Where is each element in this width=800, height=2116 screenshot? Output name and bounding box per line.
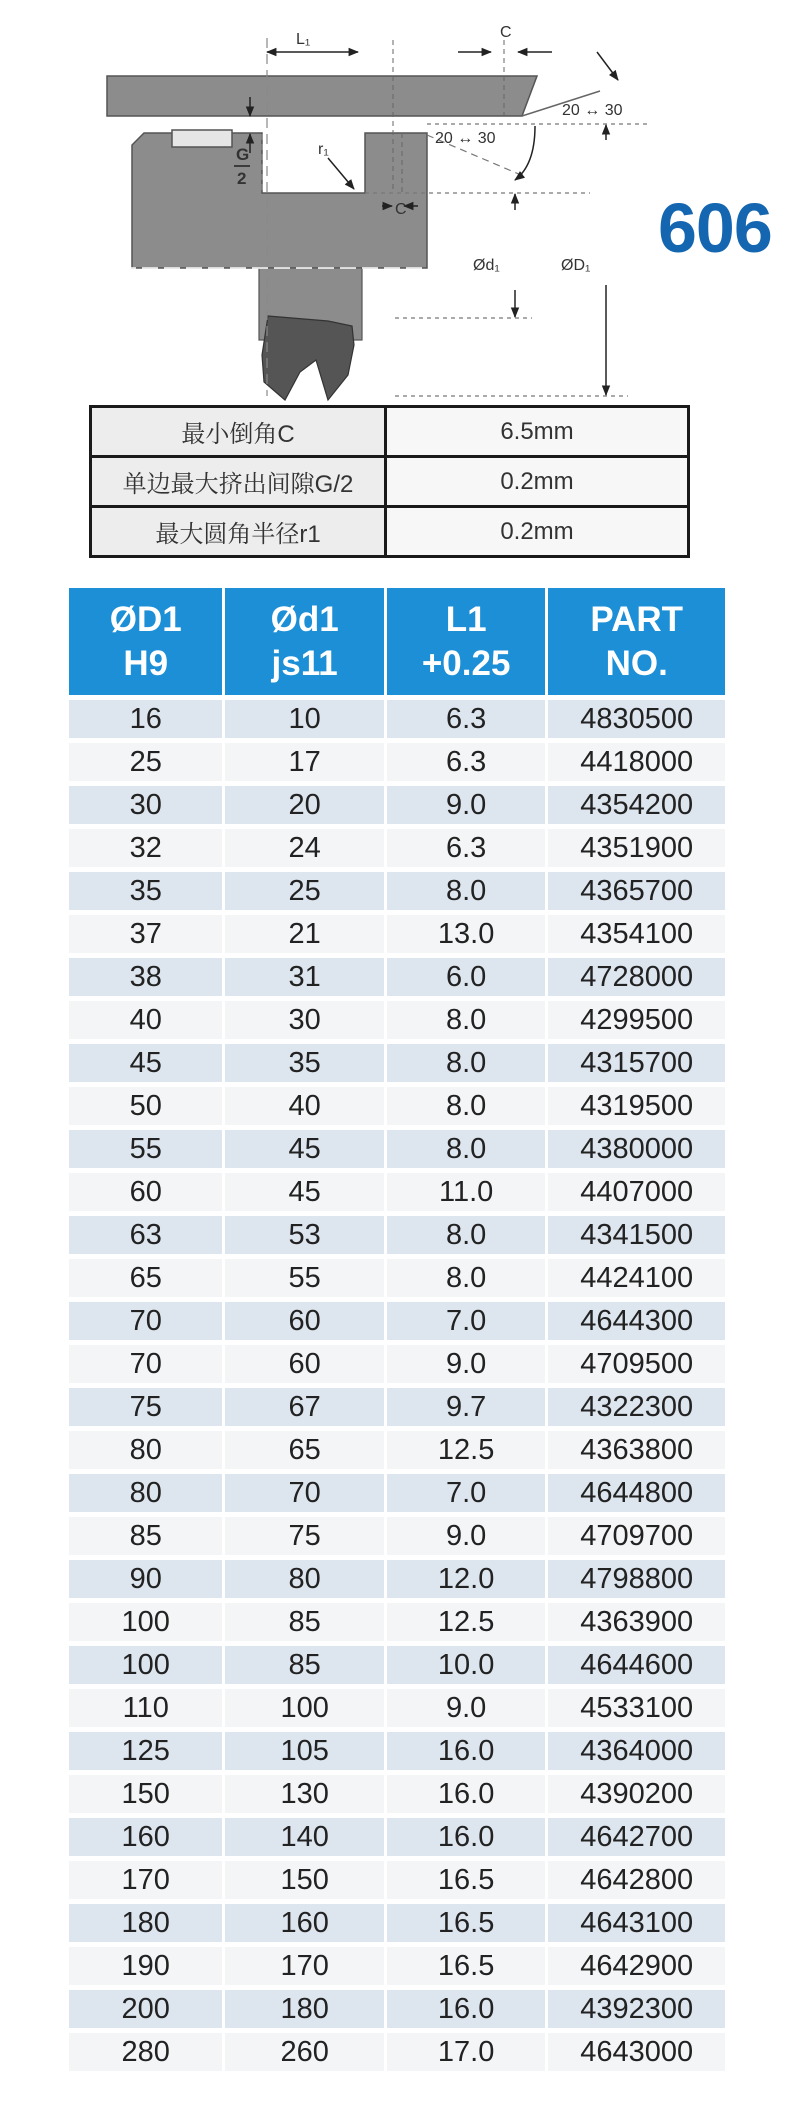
cell-l1: 16.0	[387, 1990, 545, 2028]
cell-id1: 25	[225, 872, 383, 910]
spec-value: 0.2mm	[386, 457, 689, 507]
cell-l1: 16.0	[387, 1818, 545, 1856]
cell-od1: 80	[69, 1474, 222, 1512]
cell-od1: 280	[69, 2033, 222, 2071]
cell-l1: 13.0	[387, 915, 545, 953]
cell-id1: 30	[225, 1001, 383, 1039]
cell-od1: 30	[69, 786, 222, 824]
table-row	[69, 915, 725, 953]
table-row	[69, 1474, 725, 1512]
cell-part-no: 4363900	[548, 1603, 725, 1641]
header-id1	[225, 588, 383, 695]
housing-notch	[172, 130, 232, 147]
header-line1: ØD1	[109, 599, 182, 639]
cell-id1: 130	[225, 1775, 383, 1813]
cell-od1: 90	[69, 1560, 222, 1598]
cell-l1: 12.5	[387, 1603, 545, 1641]
cell-id1: 60	[225, 1345, 383, 1383]
table-row	[69, 1130, 725, 1168]
table-row	[69, 743, 725, 781]
cell-od1: 35	[69, 872, 222, 910]
cell-part-no: 4299500	[548, 1001, 725, 1039]
chamfer-angle-bottom-label: 20 ↔ 30	[435, 130, 496, 147]
cell-l1: 6.3	[387, 829, 545, 867]
cell-l1: 16.5	[387, 1947, 545, 1985]
cell-l1: 8.0	[387, 1087, 545, 1125]
cell-l1: 8.0	[387, 1044, 545, 1082]
spec-value: 0.2mm	[386, 507, 689, 557]
cell-l1: 7.0	[387, 1302, 545, 1340]
housing-shape	[132, 133, 427, 268]
table-row	[69, 1001, 725, 1039]
cell-od1: 85	[69, 1517, 222, 1555]
cell-id1: 45	[225, 1130, 383, 1168]
cell-part-no: 4341500	[548, 1216, 725, 1254]
table-row	[69, 1560, 725, 1598]
cell-id1: 150	[225, 1861, 383, 1899]
table-row	[69, 1173, 725, 1211]
spec-row	[91, 407, 689, 457]
cell-id1: 17	[225, 743, 383, 781]
header-line2: H9	[123, 643, 169, 683]
table-row	[69, 1087, 725, 1125]
cell-id1: 85	[225, 1603, 383, 1641]
cell-part-no: 4365700	[548, 872, 725, 910]
cell-id1: 140	[225, 1818, 383, 1856]
cell-l1: 9.0	[387, 1517, 545, 1555]
cell-id1: 100	[225, 1689, 383, 1727]
table-row	[69, 1646, 725, 1684]
spec-label: 最小倒角C	[91, 407, 386, 457]
cell-part-no: 4533100	[548, 1689, 725, 1727]
seal-lip	[262, 316, 354, 400]
g2-numerator: G	[236, 145, 250, 164]
cell-id1: 20	[225, 786, 383, 824]
spec-row	[91, 507, 689, 557]
header-od1	[69, 588, 222, 695]
cell-l1: 16.5	[387, 1861, 545, 1899]
cell-l1: 17.0	[387, 2033, 545, 2071]
cell-id1: 45	[225, 1173, 383, 1211]
cell-part-no: 4424100	[548, 1259, 725, 1297]
cell-part-no: 4351900	[548, 829, 725, 867]
chamfer-angle-top-label: 20 ↔ 30	[562, 102, 623, 119]
table-row	[69, 1732, 725, 1770]
header-l1	[387, 588, 545, 695]
cell-l1: 9.0	[387, 1345, 545, 1383]
cell-id1: 70	[225, 1474, 383, 1512]
cell-od1: 50	[69, 1087, 222, 1125]
cell-part-no: 4798800	[548, 1560, 725, 1598]
cell-l1: 8.0	[387, 1259, 545, 1297]
spec-label: 最大圆角半径r1	[91, 507, 386, 557]
table-row	[69, 1388, 725, 1426]
cell-part-no: 4644300	[548, 1302, 725, 1340]
header-line2: js11	[271, 643, 338, 683]
table-row	[69, 2033, 725, 2071]
table-row	[69, 786, 725, 824]
cell-id1: 65	[225, 1431, 383, 1469]
cell-od1: 100	[69, 1603, 222, 1641]
cell-l1: 11.0	[387, 1173, 545, 1211]
table-row	[69, 1689, 725, 1727]
leader-line	[597, 52, 618, 80]
table-header-row	[69, 588, 725, 695]
cell-part-no: 4642900	[548, 1947, 725, 1985]
cell-part-no: 4354100	[548, 915, 725, 953]
cell-part-no: 4319500	[548, 1087, 725, 1125]
cell-part-no: 4392300	[548, 1990, 725, 2028]
cell-id1: 260	[225, 2033, 383, 2071]
cell-l1: 7.0	[387, 1474, 545, 1512]
cell-id1: 53	[225, 1216, 383, 1254]
table-row	[69, 1947, 725, 1985]
cell-part-no: 4390200	[548, 1775, 725, 1813]
cell-id1: 35	[225, 1044, 383, 1082]
cell-od1: 70	[69, 1302, 222, 1340]
cell-id1: 21	[225, 915, 383, 953]
c-top-label: C	[500, 24, 512, 41]
cell-id1: 75	[225, 1517, 383, 1555]
cell-part-no: 4644600	[548, 1646, 725, 1684]
cell-part-no: 4642800	[548, 1861, 725, 1899]
header-part-no	[548, 588, 725, 695]
l1-label: L₁	[296, 31, 311, 48]
cell-part-no: 4315700	[548, 1044, 725, 1082]
cell-l1: 8.0	[387, 872, 545, 910]
cell-part-no: 4380000	[548, 1130, 725, 1168]
spec-row	[91, 457, 689, 507]
cell-id1: 31	[225, 958, 383, 996]
cell-od1: 160	[69, 1818, 222, 1856]
cell-part-no: 4643100	[548, 1904, 725, 1942]
cell-id1: 170	[225, 1947, 383, 1985]
cell-id1: 160	[225, 1904, 383, 1942]
d1-label: Ød₁	[473, 257, 500, 274]
spec-label: 单边最大挤出间隙G/2	[91, 457, 386, 507]
cell-od1: 16	[69, 700, 222, 738]
cell-od1: 40	[69, 1001, 222, 1039]
cell-part-no: 4407000	[548, 1173, 725, 1211]
cell-l1: 12.0	[387, 1560, 545, 1598]
cell-id1: 67	[225, 1388, 383, 1426]
cell-od1: 32	[69, 829, 222, 867]
cell-od1: 125	[69, 1732, 222, 1770]
spec-value: 6.5mm	[386, 407, 689, 457]
cell-part-no: 4643000	[548, 2033, 725, 2071]
cell-id1: 80	[225, 1560, 383, 1598]
cell-od1: 80	[69, 1431, 222, 1469]
cell-id1: 85	[225, 1646, 383, 1684]
cell-id1: 180	[225, 1990, 383, 2028]
cell-part-no: 4642700	[548, 1818, 725, 1856]
cell-od1: 150	[69, 1775, 222, 1813]
cell-od1: 70	[69, 1345, 222, 1383]
cell-part-no: 4830500	[548, 700, 725, 738]
header-line1: L1	[445, 599, 487, 639]
cell-id1: 10	[225, 700, 383, 738]
table-row	[69, 1818, 725, 1856]
cell-od1: 170	[69, 1861, 222, 1899]
cell-od1: 75	[69, 1388, 222, 1426]
cell-od1: 55	[69, 1130, 222, 1168]
table-row	[69, 1990, 725, 2028]
cell-od1: 37	[69, 915, 222, 953]
cell-l1: 9.0	[387, 786, 545, 824]
spec-table	[89, 405, 690, 558]
cell-od1: 100	[69, 1646, 222, 1684]
table-row	[69, 1302, 725, 1340]
g2-denominator: 2	[237, 169, 247, 188]
c-groove-label: C	[395, 201, 407, 218]
cell-part-no: 4363800	[548, 1431, 725, 1469]
cell-l1: 16.0	[387, 1732, 545, 1770]
cell-id1: 60	[225, 1302, 383, 1340]
table-row	[69, 1259, 725, 1297]
cell-l1: 6.3	[387, 700, 545, 738]
cell-od1: 200	[69, 1990, 222, 2028]
cell-l1: 6.3	[387, 743, 545, 781]
table-row	[69, 1517, 725, 1555]
cell-l1: 9.7	[387, 1388, 545, 1426]
cell-l1: 8.0	[387, 1001, 545, 1039]
cell-id1: 105	[225, 1732, 383, 1770]
cell-od1: 25	[69, 743, 222, 781]
cell-l1: 16.0	[387, 1775, 545, 1813]
cell-part-no: 4709700	[548, 1517, 725, 1555]
D1-label: ØD₁	[561, 257, 591, 274]
cell-l1: 8.0	[387, 1216, 545, 1254]
table-row	[69, 1861, 725, 1899]
r1-label: r₁	[318, 141, 329, 158]
cell-od1: 110	[69, 1689, 222, 1727]
table-row	[69, 829, 725, 867]
cell-od1: 45	[69, 1044, 222, 1082]
cell-od1: 38	[69, 958, 222, 996]
dimensions-table	[66, 583, 728, 2076]
cell-id1: 24	[225, 829, 383, 867]
cell-od1: 180	[69, 1904, 222, 1942]
table-row	[69, 1431, 725, 1469]
cell-od1: 63	[69, 1216, 222, 1254]
cell-od1: 60	[69, 1173, 222, 1211]
model-number: 606	[658, 189, 772, 267]
table-body	[69, 700, 725, 2071]
table-row	[69, 1216, 725, 1254]
header-line2: NO.	[605, 643, 668, 683]
cell-l1: 10.0	[387, 1646, 545, 1684]
cell-od1: 65	[69, 1259, 222, 1297]
table-row	[69, 1775, 725, 1813]
rod-shape	[107, 76, 537, 116]
cell-l1: 12.5	[387, 1431, 545, 1469]
table-row	[69, 1345, 725, 1383]
cell-part-no: 4354200	[548, 786, 725, 824]
table-row	[69, 700, 725, 738]
cell-id1: 40	[225, 1087, 383, 1125]
cell-id1: 55	[225, 1259, 383, 1297]
table-row	[69, 1044, 725, 1082]
table-row	[69, 1603, 725, 1641]
cell-part-no: 4709500	[548, 1345, 725, 1383]
cell-l1: 6.0	[387, 958, 545, 996]
cell-od1: 190	[69, 1947, 222, 1985]
cell-l1: 8.0	[387, 1130, 545, 1168]
table-row	[69, 1904, 725, 1942]
table-row	[69, 872, 725, 910]
cell-part-no: 4644800	[548, 1474, 725, 1512]
header-line1: PART	[590, 599, 684, 639]
cell-part-no: 4728000	[548, 958, 725, 996]
cell-l1: 9.0	[387, 1689, 545, 1727]
header-line2: +0.25	[421, 643, 511, 683]
cell-l1: 16.5	[387, 1904, 545, 1942]
header-line1: Ød1	[270, 599, 339, 639]
cell-part-no: 4364000	[548, 1732, 725, 1770]
cell-part-no: 4322300	[548, 1388, 725, 1426]
cell-part-no: 4418000	[548, 743, 725, 781]
table-row	[69, 958, 725, 996]
